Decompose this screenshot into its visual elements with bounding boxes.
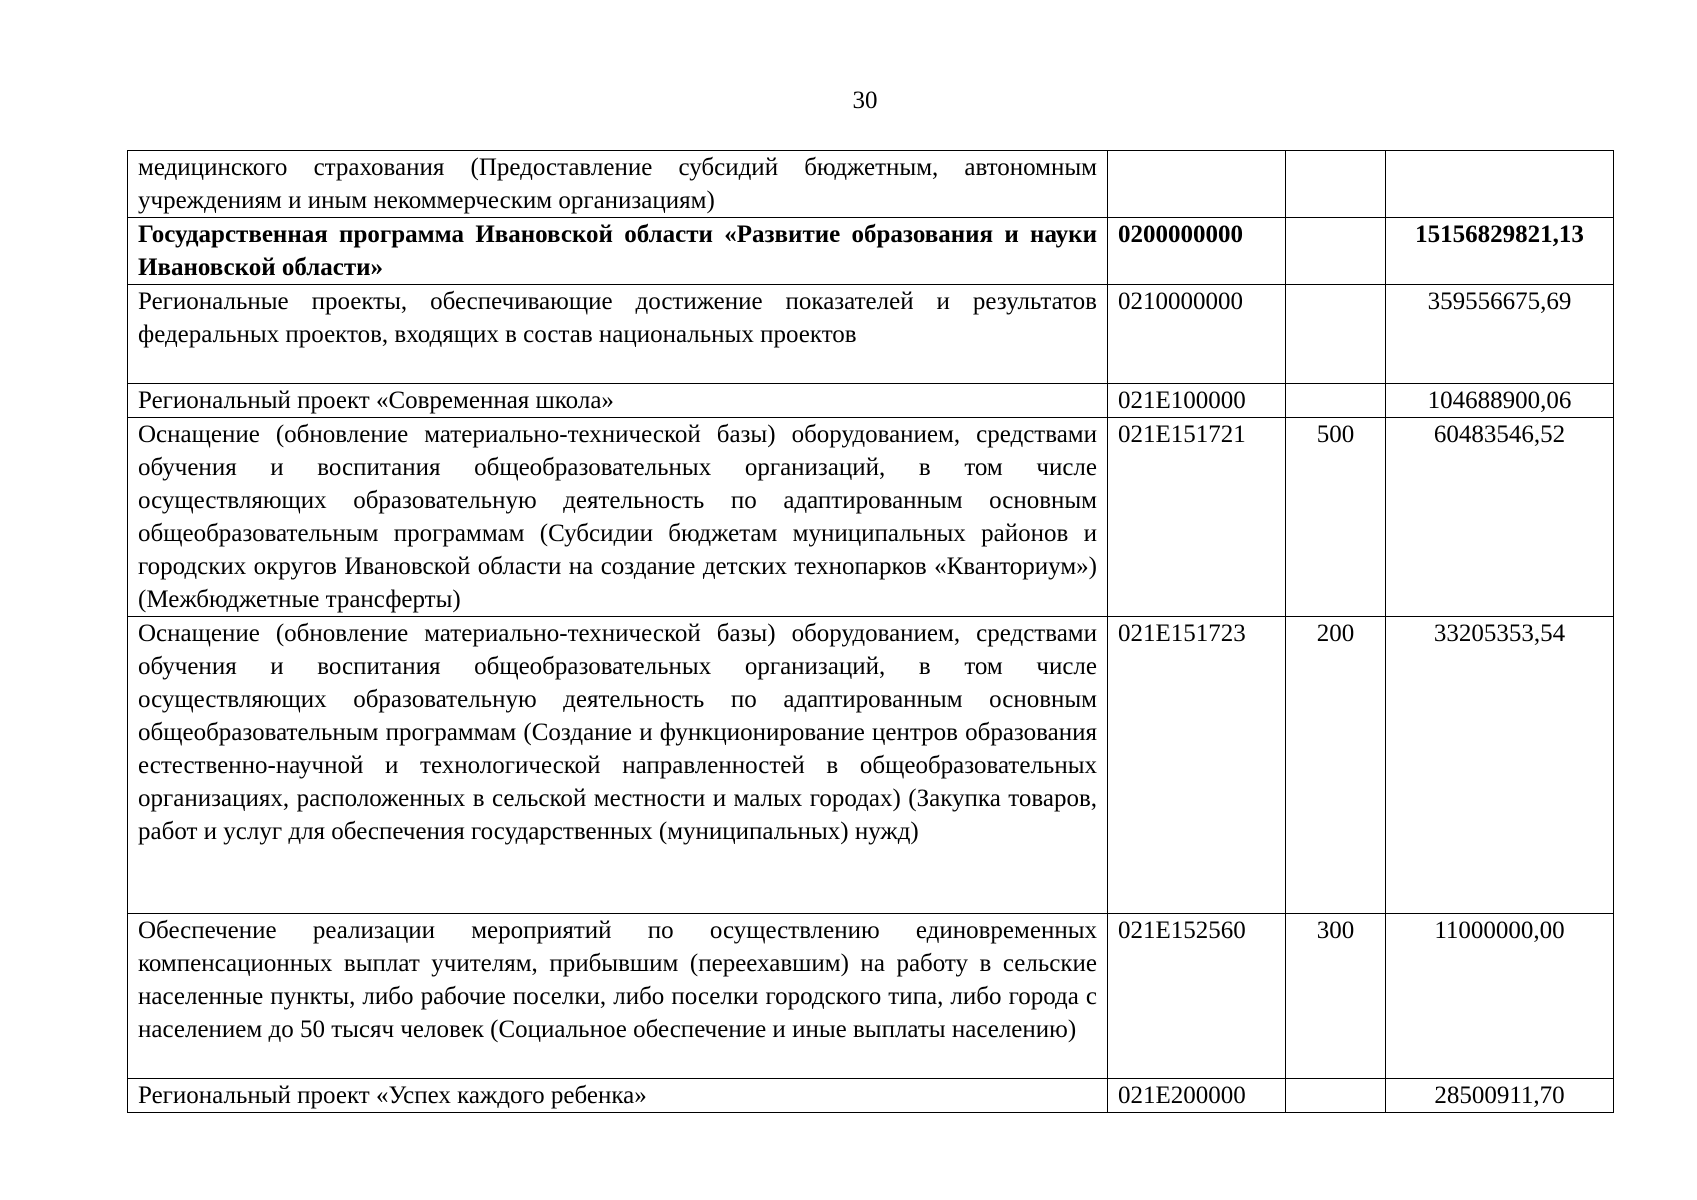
row-name-cell: Региональные проекты, обеспечивающие достижение показателей и результатов федеральных проектов, входящих в состав национальных проектов	[128, 285, 1108, 384]
row-code-cell: 021E151721	[1108, 418, 1286, 617]
row-name-cell: Обеспечение реализации мероприятий по осуществлению единовременных компенсационных выплат учителям, прибывшим (переехавшим) на работу в сельские населенные пункты, либо рабочие поселки, либо поселки городского типа, либо города с населением до 50 тысяч человек (Социальное обеспечение и иные выплаты населению)	[128, 914, 1108, 1079]
row-expense-type-cell: 500	[1286, 418, 1386, 617]
row-expense-type-cell	[1286, 384, 1386, 418]
row-name-cell: Государственная программа Ивановской области «Развитие образования и науки Ивановской области»	[128, 218, 1108, 285]
row-name-cell: Региональный проект «Современная школа»	[128, 384, 1108, 418]
row-name-cell: Оснащение (обновление материально-технической базы) оборудованием, средствами обучения и воспитания общеобразовательных организаций, в том числе осуществляющих образовательную деятельность по адаптированным основным общеобразовательным программам (Субсидии бюджетам муниципальных районов и городских округов Ивановской области на создание детских технопарков «Кванториум») (Межбюджетные трансферты)	[128, 418, 1108, 617]
row-sum-cell	[1386, 151, 1614, 218]
row-expense-type-cell	[1286, 218, 1386, 285]
page-number: 30	[852, 87, 878, 114]
budget-table	[127, 150, 1614, 1113]
row-sum-cell: 11000000,00	[1386, 914, 1614, 1079]
row-sum-cell: 104688900,06	[1386, 384, 1614, 418]
table-row	[128, 1079, 1614, 1113]
row-code-cell: 0210000000	[1108, 285, 1286, 384]
row-expense-type-cell: 300	[1286, 914, 1386, 1079]
row-expense-type-cell	[1286, 1079, 1386, 1113]
table-row	[128, 418, 1614, 617]
row-sum-cell: 359556675,69	[1386, 285, 1614, 384]
row-name-cell: медицинского страхования (Предоставление субсидий бюджетным, автономным учреждениям и иным некоммерческим организациям)	[128, 151, 1108, 218]
row-code-cell: 021E151723	[1108, 617, 1286, 914]
row-sum-cell: 33205353,54	[1386, 617, 1614, 914]
row-code-cell: 021E100000	[1108, 384, 1286, 418]
row-code-cell: 021E152560	[1108, 914, 1286, 1079]
row-name-cell: Региональный проект «Успех каждого ребенка»	[128, 1079, 1108, 1113]
table-row	[128, 384, 1614, 418]
row-expense-type-cell	[1286, 151, 1386, 218]
table-row	[128, 218, 1614, 285]
table-row	[128, 617, 1614, 914]
row-code-cell	[1108, 151, 1286, 218]
table-row	[128, 285, 1614, 384]
row-sum-cell: 28500911,70	[1386, 1079, 1614, 1113]
row-code-cell: 021E200000	[1108, 1079, 1286, 1113]
row-sum-cell: 60483546,52	[1386, 418, 1614, 617]
row-expense-type-cell: 200	[1286, 617, 1386, 914]
table-row	[128, 151, 1614, 218]
row-name-cell: Оснащение (обновление материально-технической базы) оборудованием, средствами обучения и воспитания общеобразовательных организаций, в том числе осуществляющих образовательную деятельность по адаптированным основным общеобразовательным программам (Создание и функционирование центров образования естественно-научной и технологической направленностей в общеобразовательных организациях, расположенных в сельской местности и малых городах) (Закупка товаров, работ и услуг для обеспечения государственных (муниципальных) нужд)	[128, 617, 1108, 914]
row-code-cell: 0200000000	[1108, 218, 1286, 285]
table-row	[128, 914, 1614, 1079]
row-sum-cell: 15156829821,13	[1386, 218, 1614, 285]
row-expense-type-cell	[1286, 285, 1386, 384]
